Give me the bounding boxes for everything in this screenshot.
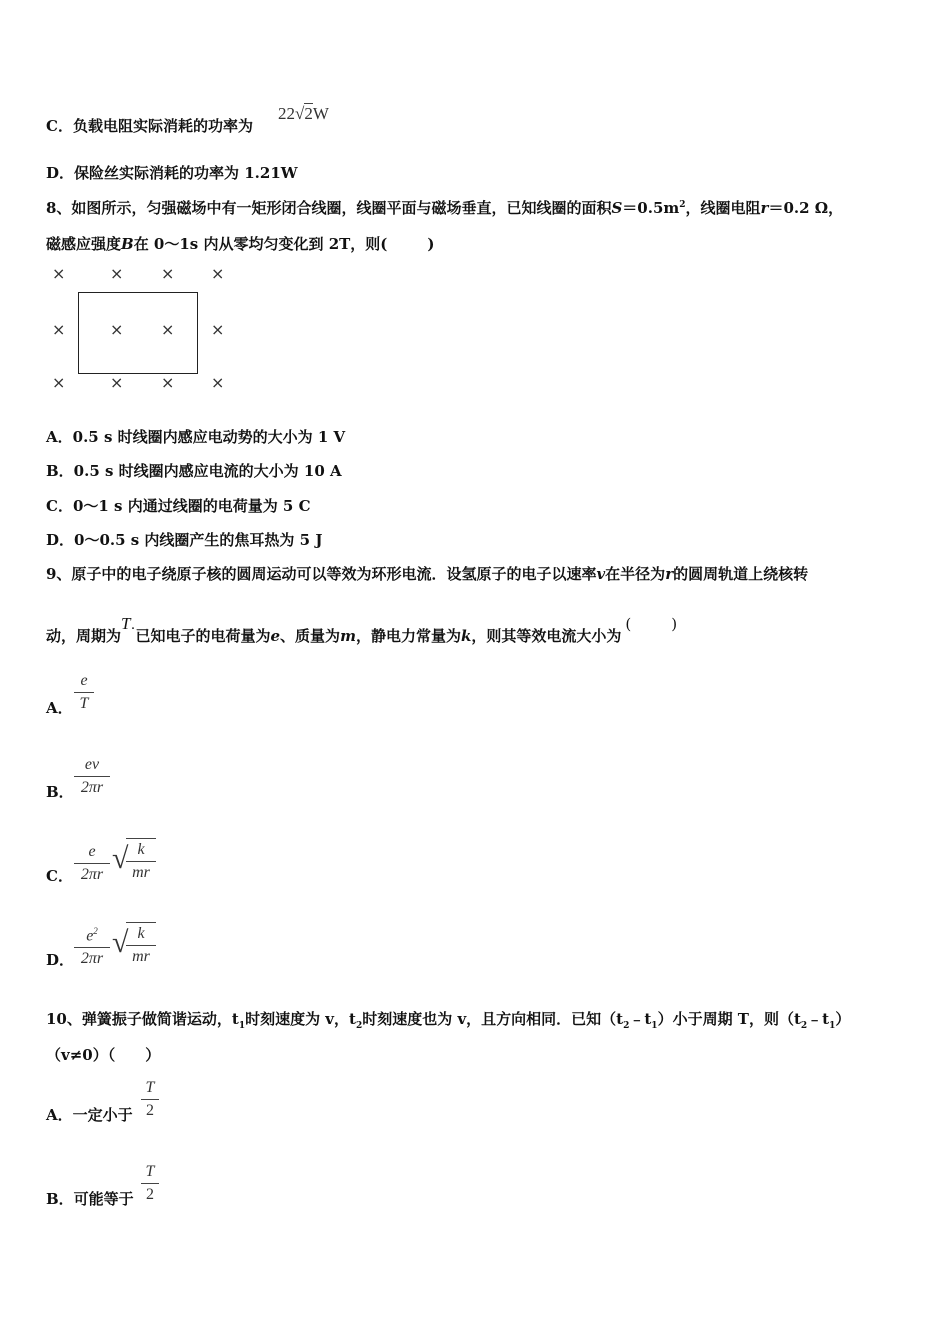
- field-cross: ×: [52, 373, 66, 392]
- q9-option-a-label: A．: [46, 699, 73, 717]
- q9-option-b-label: B．: [46, 783, 74, 801]
- field-cross: ×: [52, 320, 66, 339]
- field-cross: ×: [211, 264, 225, 283]
- q9-option-d-label: D．: [46, 951, 75, 969]
- field-cross: ×: [110, 373, 124, 392]
- field-cross: ×: [110, 320, 124, 339]
- field-cross: ×: [161, 320, 175, 339]
- q10-option-b-fraction: T 2: [141, 1163, 159, 1204]
- q9-option-b-fraction: ev 2πr: [74, 756, 110, 797]
- q8-option-b: B．0.5 s 时线圈内感应电流的大小为 10 A: [46, 462, 342, 480]
- q8-stem-line1: 8、如图所示，匀强磁场中有一矩形闭合线圈，线圈平面与磁场垂直，已知线圈的面积$S=0.5m^2$，线圈电阻r＝0.2 Ω，: [46, 199, 844, 217]
- q7-option-c-formula: 22√2W: [278, 104, 329, 123]
- q7-option-d: D．保险丝实际消耗的功率为 1.21W: [46, 164, 298, 182]
- q10-option-a-label: A．一定小于: [46, 1106, 133, 1124]
- q8-option-a: A．0.5 s 时线圈内感应电动势的大小为 1 V: [46, 428, 346, 446]
- q10-option-a-fraction: T 2: [141, 1079, 159, 1120]
- q9-option-c-fraction: e 2πr: [74, 843, 110, 884]
- q8-stem-line2: 磁感应强度B在 0～1s 内从零均匀变化到 2T，则( ): [46, 235, 435, 253]
- field-cross: ×: [161, 373, 175, 392]
- q8-option-c: C．0～1 s 内通过线圈的电荷量为 5 C: [46, 497, 311, 515]
- q10-stem-line1: 10、弹簧振子做简谐运动，$t_1$时刻速度为 v，$t_2$时刻速度也为 v，且方向相同．已知$(t_2﹣t_1)$小于周期 T，则$(t_2﹣t_1)$: [46, 1010, 851, 1031]
- q10-stem-line2: （v≠0）（ ）: [46, 1046, 161, 1064]
- q9-stem-line2: 动，周期为T·已知电子的电荷量为e、质量为m，静电力常量为k，则其等效电流大小为( ): [46, 614, 678, 645]
- q8-option-d: D．0～0.5 s 内线圈产生的焦耳热为 5 J: [46, 531, 323, 549]
- field-cross: ×: [52, 264, 66, 283]
- q10-option-b-label: B．可能等于: [46, 1190, 134, 1208]
- field-cross: ×: [211, 320, 225, 339]
- coil-rectangle: [78, 292, 198, 374]
- q7-option-c: C．负载电阻实际消耗的功率为: [46, 117, 253, 135]
- q9-option-d-fraction: $e^2$ 2πr: [74, 926, 110, 968]
- field-cross: ×: [211, 373, 225, 392]
- q9-option-a-fraction: e T: [74, 672, 94, 713]
- q9-option-c-label: C．: [46, 867, 73, 885]
- field-cross: ×: [161, 264, 175, 283]
- field-cross: ×: [110, 264, 124, 283]
- q9-stem-line1: 9、原子中的电子绕原子核的圆周运动可以等效为环形电流．设氢原子的电子以速率v在半径为r的圆周轨道上绕核转: [46, 565, 809, 583]
